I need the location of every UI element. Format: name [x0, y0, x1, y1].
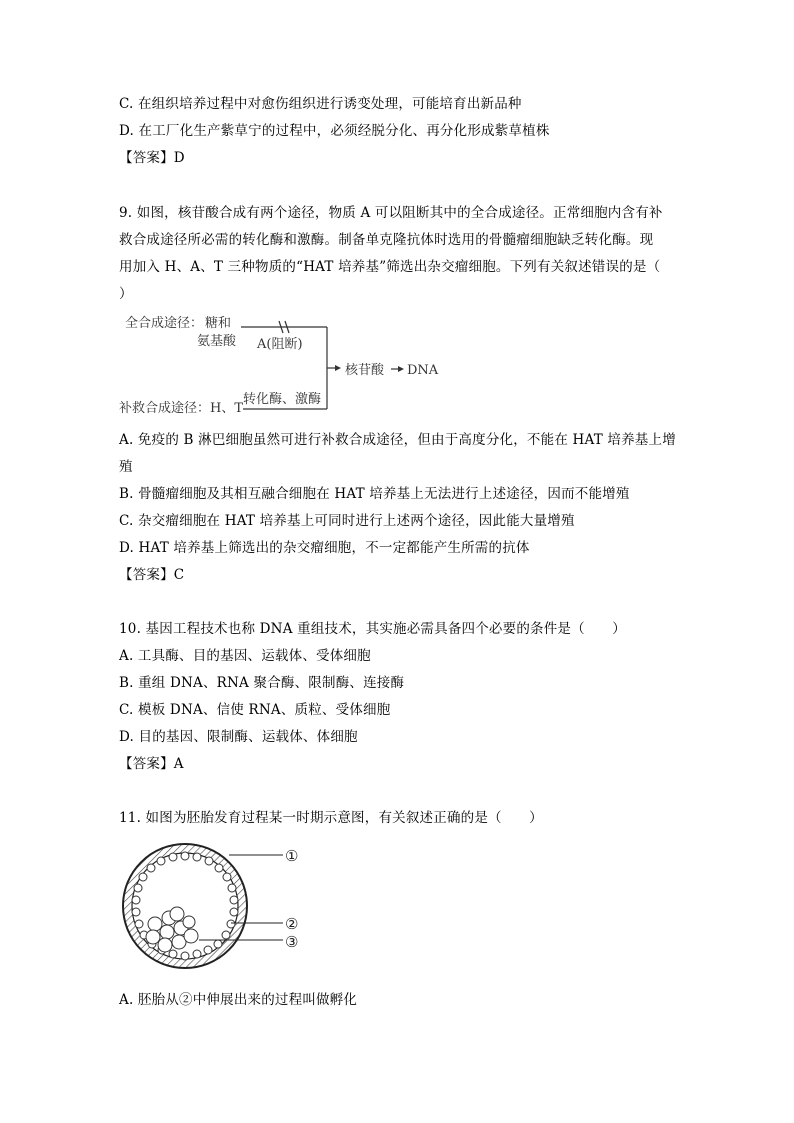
- q10-option-b: B. 重组 DNA、RNA 聚合酶、限制酶、连接酶: [119, 675, 405, 691]
- q8-answer: 【答案】D: [119, 150, 185, 166]
- full-synthesis-label: 全合成途径：: [125, 316, 204, 331]
- arrowhead-2: [398, 366, 404, 372]
- amino-acid-label: 氨基酸: [197, 334, 237, 349]
- salvage-label: 补救合成途径：H、T: [119, 401, 244, 416]
- q9-option-b: B. 骨髓瘤细胞及其相互融合细胞在 HAT 培养基上无法进行上述途径，因而不能增殖: [119, 486, 630, 502]
- block-label: A(阻断): [257, 337, 303, 352]
- dna-label: DNA: [407, 363, 439, 378]
- blastocyst-diagram: [119, 836, 319, 986]
- q9-option-a-line2: 殖: [119, 459, 133, 475]
- q9-option-c: C. 杂交瘤细胞在 HAT 培养基上可同时进行上述两个途径，因此能大量增殖: [119, 513, 575, 529]
- q9-stem-line4: ）: [119, 286, 133, 302]
- arrowhead-1: [335, 365, 341, 371]
- q9-answer: 【答案】C: [119, 567, 185, 583]
- q10-option-d: D. 目的基因、限制酶、运载体、体细胞: [119, 729, 358, 745]
- q8-option-d: D. 在工厂化生产紫草宁的过程中，必须经脱分化、再分化形成紫草植株: [119, 123, 550, 139]
- q9-option-d: D. HAT 培养基上筛选出的杂交瘤细胞，不一定都能产生所需的抗体: [119, 540, 530, 556]
- nucleotide-label: 核苷酸: [345, 363, 385, 378]
- q10-answer: 【答案】A: [119, 756, 184, 772]
- sugar-label: 糖和: [205, 316, 232, 331]
- q10-option-a: A. 工具酶、目的基因、运载体、受体细胞: [119, 648, 371, 664]
- nucleotide-pathway-diagram: [119, 308, 449, 416]
- label-2: ②: [285, 915, 299, 933]
- q11-stem: 11. 如图为胚胎发育过程某一时期示意图，有关叙述正确的是（ ）: [119, 810, 543, 826]
- q10-stem: 10. 基因工程技术也称 DNA 重组技术，其实施必需具备四个必要的条件是（ ）: [119, 621, 626, 637]
- q8-option-c: C. 在组织培养过程中对愈伤组织进行诱变处理，可能培育出新品种: [119, 96, 522, 112]
- q11-option-a: A. 胚胎从②中伸展出来的过程叫做孵化: [119, 992, 358, 1008]
- label-3: ③: [285, 933, 299, 951]
- q9-stem-line3: 用加入 H、A、T 三种物质的“HAT 培养基”筛选出杂交瘤细胞。下列有关叙述错误的是（: [119, 259, 661, 275]
- enzymes-label: 转化酶、激酶: [243, 392, 322, 407]
- q9-option-a-line1: A. 免疫的 B 淋巴细胞虽然可进行补救合成途径，但由于高度分化，不能在 HAT 培养基上增: [119, 432, 676, 448]
- q9-stem-line2: 救合成途径所必需的转化酶和激酶。制备单克隆抗体时选用的骨髓瘤细胞缺乏转化酶。现: [119, 232, 654, 248]
- label-1: ①: [285, 847, 299, 865]
- q9-stem-line1: 9. 如图，核苷酸合成有两个途径，物质 A 可以阻断其中的全合成途径。正常细胞内含有补: [119, 205, 663, 221]
- q10-option-c: C. 模板 DNA、信使 RNA、质粒、受体细胞: [119, 702, 391, 718]
